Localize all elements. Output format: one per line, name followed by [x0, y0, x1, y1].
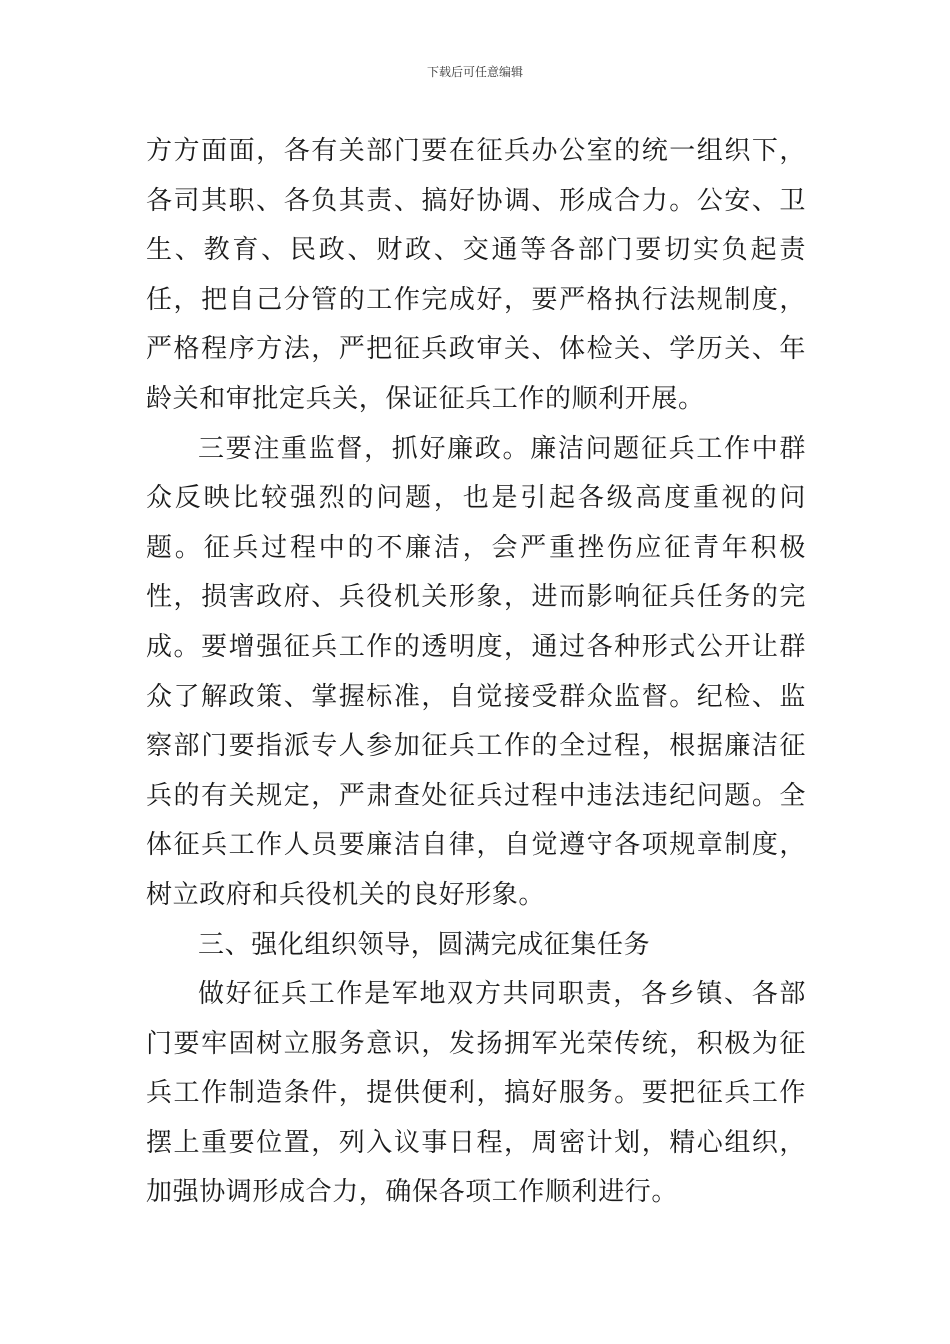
document-body — [146, 127, 806, 1218]
paragraph-supervision: 三要注重监督，抓好廉政。廉洁问题征兵工作中群众反映比较强烈的问题，也是引起各级高度重视的问题。征兵过程中的不廉洁，会严重挫伤应征青年积极性，损害政府、兵役机关形象，进而影响征兵任务的完成。要增强征兵工作的透明度，通过各种形式公开让群众了解政策、掌握标准，自觉接受群众监督。纪检、监察部门要指派专人参加征兵工作的全过程，根据廉洁征兵的有关规定，严肃查处征兵过程中违法违纪问题。全体征兵工作人员要廉洁自律，自觉遵守各项规章制度，树立政府和兵役机关的良好形象。 — [146, 433, 806, 910]
paragraph-organization: 做好征兵工作是军地双方共同职责，各乡镇、各部门要牢固树立服务意识，发扬拥军光荣传统，积极为征兵工作制造条件，提供便利，搞好服务。要把征兵工作摆上重要位置，列入议事日程，周密计划，精心组织，加强协调形成合力，确保各项工作顺利进行。 — [146, 979, 806, 1208]
header-note: 下载后可任意编辑 — [426, 65, 523, 79]
section-heading: 三、强化组织领导，圆满完成征集任务 — [198, 929, 651, 960]
paragraph-continuation: 方方面面，各有关部门要在征兵办公室的统一组织下，各司其职、各负其责、搞好协调、形成合力。公安、卫生、教育、民政、财政、交通等各部门要切实负起责任，把自己分管的工作完成好，要严格执行法规制度，严格程序方法，严把征兵政审关、体检关、学历关、年龄关和审批定兵关，保证征兵工作的顺利开展。 — [146, 136, 806, 414]
